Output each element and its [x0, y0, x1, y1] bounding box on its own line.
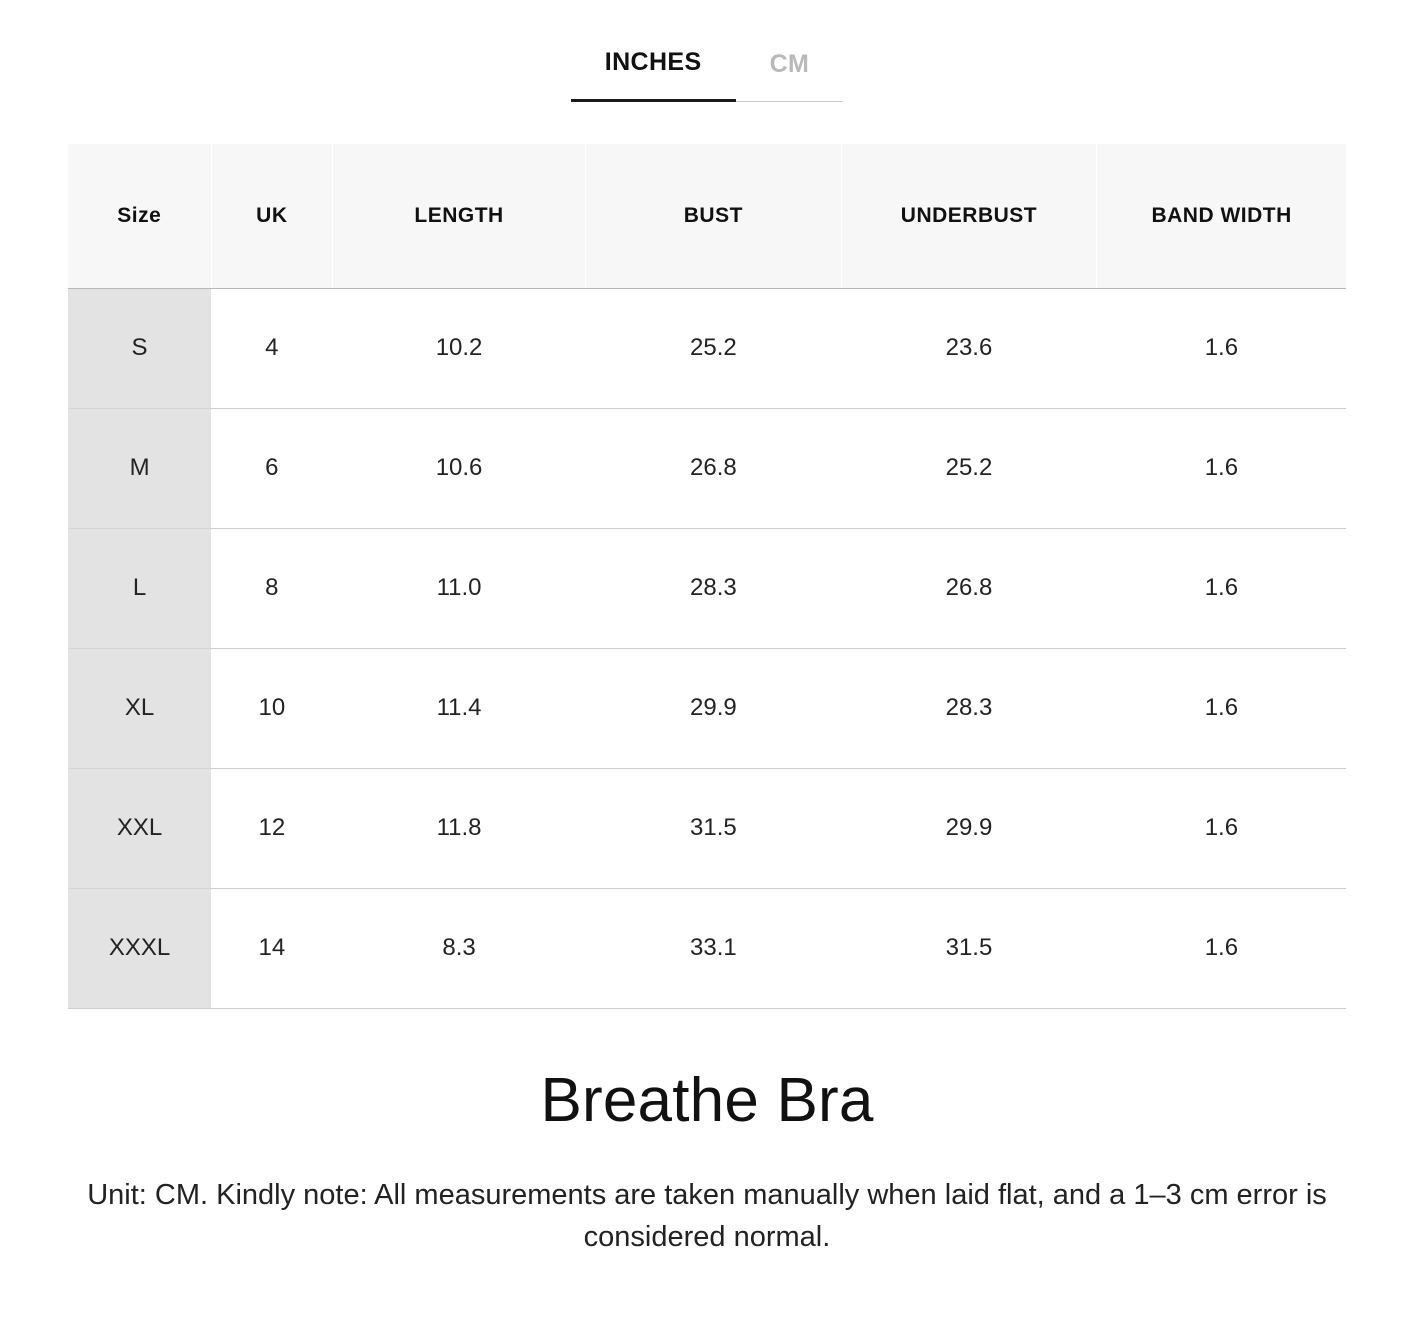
cell-uk: 8: [211, 528, 332, 648]
table-row: [68, 408, 1346, 528]
cell-band-width: 1.6: [1097, 528, 1346, 648]
cell-band-width: 1.6: [1097, 888, 1346, 1008]
table-body: [68, 288, 1346, 1008]
table-row: [68, 288, 1346, 408]
size-table: [68, 144, 1346, 1009]
size-table-container: [68, 144, 1346, 1009]
cell-size: XL: [68, 648, 211, 768]
cell-size: M: [68, 408, 211, 528]
cell-bust: 28.3: [586, 528, 842, 648]
cell-underbust: 26.8: [841, 528, 1097, 648]
column-header-underbust: UNDERBUST: [841, 144, 1097, 288]
table-row: [68, 768, 1346, 888]
cell-underbust: 25.2: [841, 408, 1097, 528]
cell-underbust: 31.5: [841, 888, 1097, 1008]
cell-uk: 6: [211, 408, 332, 528]
cell-band-width: 1.6: [1097, 648, 1346, 768]
cell-band-width: 1.6: [1097, 288, 1346, 408]
cell-bust: 31.5: [586, 768, 842, 888]
column-header-band-width: BAND WIDTH: [1097, 144, 1346, 288]
cell-length: 11.8: [333, 768, 586, 888]
cell-bust: 33.1: [586, 888, 842, 1008]
unit-toggle: [0, 0, 1414, 102]
tab-inches[interactable]: INCHES: [571, 48, 736, 102]
cell-size: L: [68, 528, 211, 648]
cell-uk: 10: [211, 648, 332, 768]
cell-length: 11.0: [333, 528, 586, 648]
cell-underbust: 23.6: [841, 288, 1097, 408]
cell-band-width: 1.6: [1097, 408, 1346, 528]
cell-length: 8.3: [333, 888, 586, 1008]
table-header: [68, 144, 1346, 288]
cell-size: XXL: [68, 768, 211, 888]
table-row: [68, 888, 1346, 1008]
column-header-length: LENGTH: [333, 144, 586, 288]
cell-bust: 29.9: [586, 648, 842, 768]
cell-uk: 4: [211, 288, 332, 408]
measurement-note: Unit: CM. Kindly note: All measurements are taken manually when laid flat, and a 1–3 cm error is considered normal.: [87, 1178, 1327, 1253]
cell-underbust: 29.9: [841, 768, 1097, 888]
column-header-size: Size: [68, 144, 211, 288]
cell-bust: 26.8: [586, 408, 842, 528]
tab-cm[interactable]: CM: [736, 50, 844, 102]
column-header-uk: UK: [211, 144, 332, 288]
cell-bust: 25.2: [586, 288, 842, 408]
cell-band-width: 1.6: [1097, 768, 1346, 888]
cell-length: 10.2: [333, 288, 586, 408]
cell-size: S: [68, 288, 211, 408]
column-header-bust: BUST: [586, 144, 842, 288]
cell-length: 10.6: [333, 408, 586, 528]
table-header-row: [68, 144, 1346, 288]
page-title: Breathe Bra: [540, 1065, 874, 1135]
cell-underbust: 28.3: [841, 648, 1097, 768]
table-row: [68, 528, 1346, 648]
cell-size: XXXL: [68, 888, 211, 1008]
cell-uk: 12: [211, 768, 332, 888]
cell-uk: 14: [211, 888, 332, 1008]
cell-length: 11.4: [333, 648, 586, 768]
table-row: [68, 648, 1346, 768]
